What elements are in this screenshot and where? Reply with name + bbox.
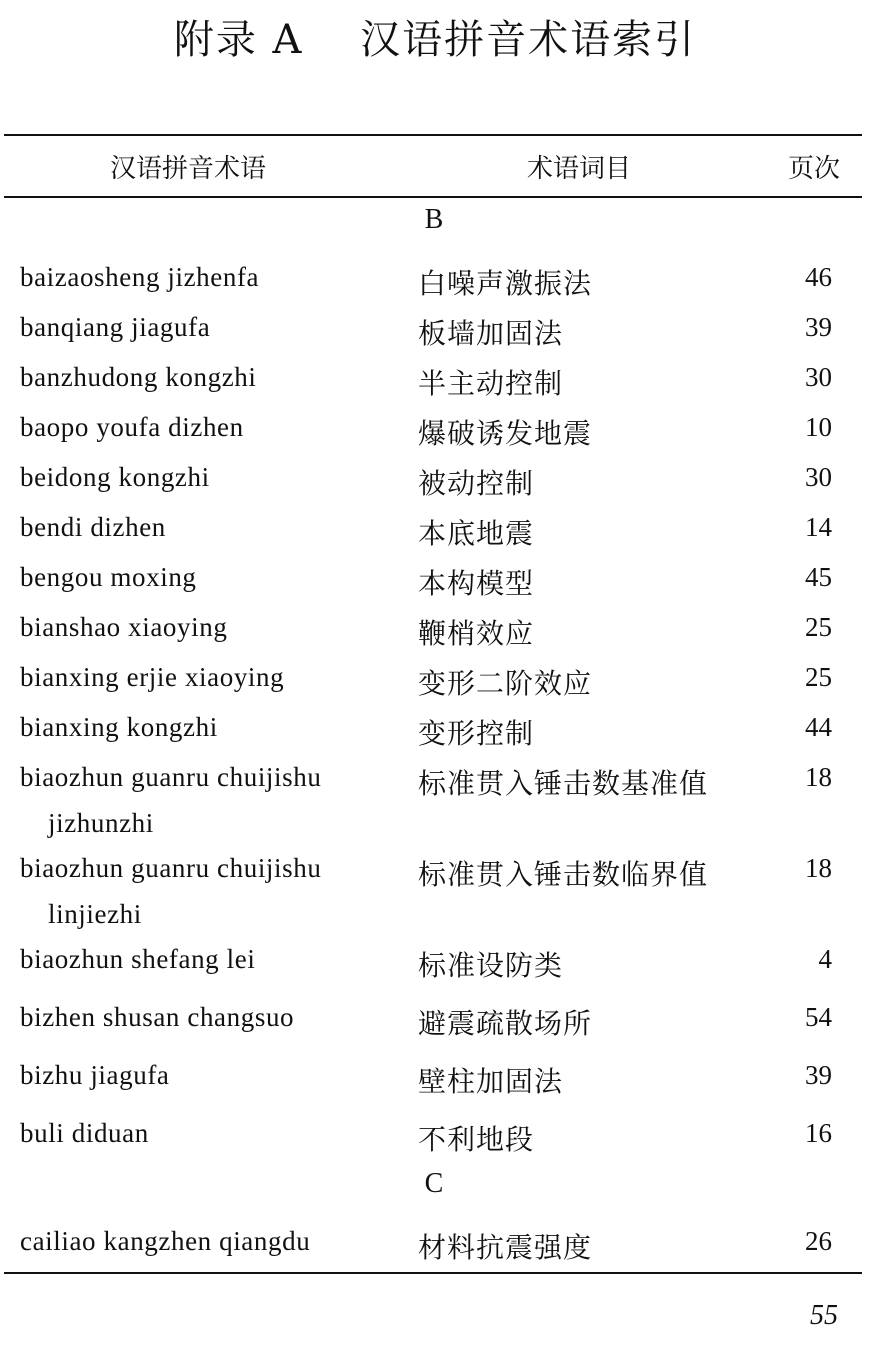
page-ref: 18 (805, 853, 832, 883)
chinese-term: 变形控制 (418, 717, 535, 750)
page-ref: 4 (818, 944, 832, 974)
chinese-term: 不利地段 (418, 1123, 535, 1156)
page-ref: 30 (805, 462, 832, 492)
section-letter-b: B (424, 204, 444, 235)
pinyin-term: beidong kongzhi (20, 462, 210, 492)
chinese-term: 本底地震 (418, 517, 535, 550)
page-ref: 54 (805, 1002, 832, 1032)
page-ref: 39 (805, 1060, 832, 1090)
pinyin-term: biaozhun guanru chuijishu (20, 853, 322, 883)
table-top-rule (4, 134, 862, 136)
chinese-term: 本构模型 (418, 567, 535, 600)
page-ref: 39 (805, 312, 832, 342)
section-letter-c: C (424, 1168, 444, 1199)
chinese-term: 半主动控制 (418, 367, 564, 400)
chinese-term: 鞭梢效应 (418, 617, 535, 650)
chinese-term: 避震疏散场所 (418, 1007, 593, 1040)
page-ref: 46 (805, 262, 832, 292)
chinese-term: 标准设防类 (418, 949, 564, 982)
pinyin-term: cailiao kangzhen qiangdu (20, 1226, 311, 1256)
header-term: 术语词目 (527, 154, 632, 184)
pinyin-term: banqiang jiagufa (20, 312, 211, 342)
pinyin-term: bizhu jiagufa (20, 1060, 170, 1090)
page-title: 附录 A 汉语拼音术语索引 (173, 17, 697, 63)
header-pinyin: 汉语拼音术语 (110, 154, 267, 184)
pinyin-term: biaozhun shefang lei (20, 944, 256, 974)
pinyin-term: buli diduan (20, 1118, 149, 1148)
chinese-term: 被动控制 (418, 467, 535, 500)
pinyin-term: bianxing kongzhi (20, 712, 218, 742)
pinyin-term: baopo youfa dizhen (20, 412, 244, 442)
page-ref: 25 (805, 662, 832, 692)
table-bottom-rule (4, 1272, 862, 1274)
header-page: 页次 (788, 154, 841, 184)
pinyin-term: banzhudong kongzhi (20, 362, 257, 392)
pinyin-term: bianxing erjie xiaoying (20, 662, 285, 692)
page-number: 55 (810, 1300, 838, 1331)
page-ref: 10 (805, 412, 832, 442)
pinyin-term-continuation: linjiezhi (48, 899, 142, 929)
pinyin-term-continuation: jizhunzhi (48, 808, 154, 838)
chinese-term: 变形二阶效应 (418, 667, 593, 700)
page-ref: 25 (805, 612, 832, 642)
page-ref: 45 (805, 562, 832, 592)
pinyin-term: bizhen shusan changsuo (20, 1002, 295, 1032)
page-ref: 44 (805, 712, 832, 742)
page-ref: 14 (805, 512, 832, 542)
pinyin-term: bendi dizhen (20, 512, 166, 542)
chinese-term: 壁柱加固法 (418, 1065, 564, 1098)
pinyin-term: baizaosheng jizhenfa (20, 262, 260, 292)
chinese-term: 标准贯入锤击数临界值 (418, 858, 709, 891)
chinese-term: 材料抗震强度 (418, 1231, 593, 1264)
chinese-term: 标准贯入锤击数基准值 (418, 767, 709, 800)
page-ref: 30 (805, 362, 832, 392)
pinyin-term: biaozhun guanru chuijishu (20, 762, 322, 792)
table-header-rule (4, 196, 862, 198)
page-ref: 16 (805, 1118, 832, 1148)
page-ref: 26 (805, 1226, 832, 1256)
chinese-term: 爆破诱发地震 (418, 417, 593, 450)
pinyin-term: bengou moxing (20, 562, 197, 592)
chinese-term: 白噪声激振法 (418, 267, 593, 300)
chinese-term: 板墙加固法 (418, 317, 564, 350)
page-ref: 18 (805, 762, 832, 792)
pinyin-term: bianshao xiaoying (20, 612, 228, 642)
